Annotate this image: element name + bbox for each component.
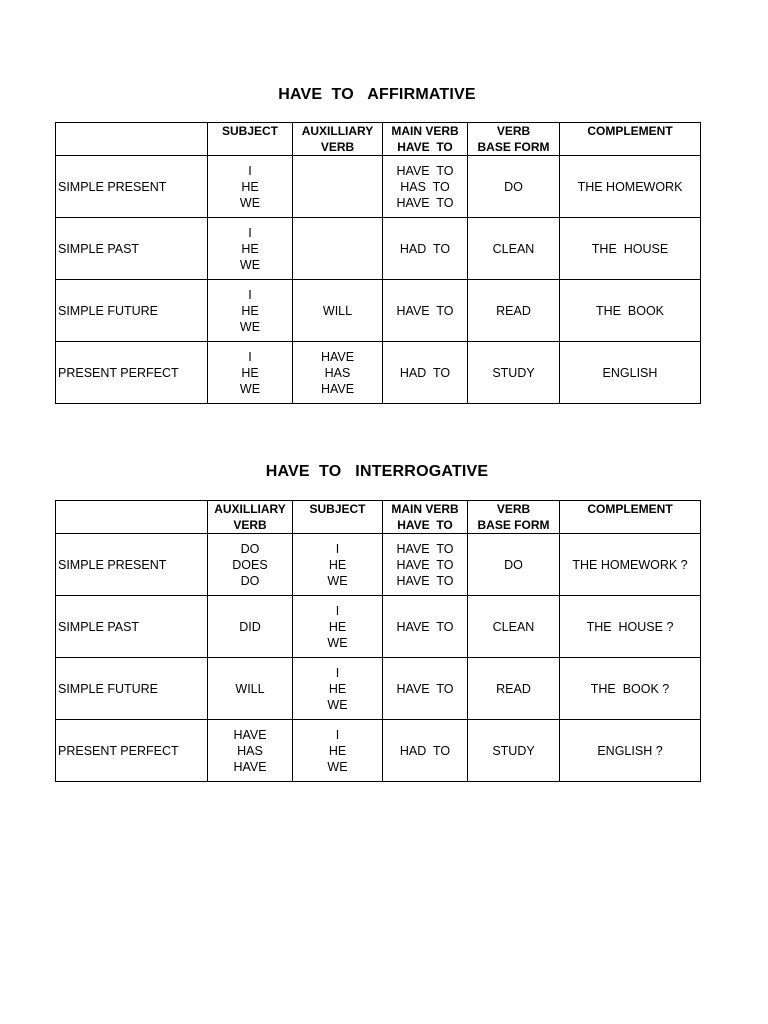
table-cell bbox=[293, 534, 383, 596]
table-cell bbox=[293, 596, 383, 658]
cell-text: I bbox=[248, 225, 252, 240]
affirmative-table bbox=[55, 122, 701, 404]
table-cell bbox=[468, 596, 560, 658]
table-cell bbox=[560, 658, 701, 720]
cell-text: WILL bbox=[322, 303, 353, 318]
cell-text: SIMPLE FUTURE bbox=[58, 303, 159, 318]
table-cell bbox=[208, 156, 293, 218]
table-cell bbox=[293, 156, 383, 218]
cell-text: SIMPLE PRESENT bbox=[58, 557, 167, 572]
table-row bbox=[56, 218, 701, 280]
cell-text: HAVE bbox=[233, 759, 267, 774]
cell-text: HE bbox=[328, 743, 347, 758]
cell-text: I bbox=[248, 163, 252, 178]
table-cell bbox=[383, 156, 468, 218]
cell-text: READ bbox=[496, 303, 531, 318]
tense-cell bbox=[56, 720, 208, 782]
table-cell bbox=[383, 342, 468, 404]
column-header bbox=[56, 501, 208, 534]
cell-text: WE bbox=[327, 759, 348, 774]
cell-text: WE bbox=[239, 257, 261, 272]
table-cell bbox=[560, 280, 701, 342]
table-cell bbox=[560, 156, 701, 218]
cell-text: THE HOUSE ? bbox=[586, 619, 674, 634]
cell-text: HAVE TO bbox=[396, 619, 454, 634]
table-cell bbox=[468, 280, 560, 342]
cell-text: THE HOMEWORK ? bbox=[572, 557, 688, 572]
cell-text: HAD TO bbox=[399, 241, 451, 256]
cell-text: DO bbox=[240, 573, 260, 588]
tense-cell bbox=[56, 342, 208, 404]
cell-text: THE HOUSE bbox=[591, 241, 669, 256]
table-row bbox=[56, 534, 701, 596]
cell-text: HAVE TO bbox=[396, 557, 454, 572]
cell-text: HAVE TO bbox=[396, 163, 454, 178]
cell-text: SIMPLE FUTURE bbox=[58, 681, 159, 696]
column-header bbox=[468, 501, 560, 534]
header-text: AUXILLIARY bbox=[214, 502, 286, 516]
table-cell bbox=[383, 596, 468, 658]
column-header bbox=[208, 123, 293, 156]
cell-text: I bbox=[335, 727, 340, 742]
table-row bbox=[56, 596, 701, 658]
table-cell bbox=[383, 658, 468, 720]
table-cell bbox=[468, 720, 560, 782]
table-cell bbox=[383, 280, 468, 342]
cell-text: HAS TO bbox=[400, 179, 450, 194]
cell-text: STUDY bbox=[492, 743, 535, 758]
cell-text: I bbox=[248, 349, 252, 364]
header-text: HAVE TO bbox=[397, 140, 453, 154]
table-row bbox=[56, 156, 701, 218]
table-cell bbox=[293, 280, 383, 342]
table-row bbox=[56, 658, 701, 720]
table-cell bbox=[208, 596, 293, 658]
header-text: MAIN VERB bbox=[391, 502, 459, 516]
cell-text: HAD TO bbox=[399, 365, 451, 380]
table-cell bbox=[208, 280, 293, 342]
tense-cell bbox=[56, 534, 208, 596]
cell-text: HAS bbox=[324, 365, 351, 380]
tense-cell bbox=[56, 596, 208, 658]
cell-text: HAVE TO bbox=[396, 681, 454, 696]
cell-text: DO bbox=[504, 557, 523, 572]
cell-text: HAVE TO bbox=[396, 541, 454, 556]
tense-cell bbox=[56, 658, 208, 720]
cell-text: WE bbox=[239, 319, 261, 334]
cell-text: PRESENT PERFECT bbox=[58, 743, 179, 758]
cell-text: HAS bbox=[237, 743, 263, 758]
table-cell bbox=[208, 720, 293, 782]
header-text: VERB bbox=[233, 518, 267, 532]
header-text: COMPLEMENT bbox=[587, 502, 673, 516]
cell-text: READ bbox=[496, 681, 531, 696]
interrogative-title: HAVE TO INTERROGATIVE bbox=[265, 463, 489, 480]
cell-text: HAD TO bbox=[399, 743, 451, 758]
cell-text: ENGLISH ? bbox=[597, 743, 663, 758]
cell-text: ENGLISH bbox=[602, 365, 658, 380]
header-text: SUBJECT bbox=[309, 502, 366, 516]
header-row bbox=[56, 123, 701, 156]
column-header bbox=[383, 123, 468, 156]
interrogative-table bbox=[55, 500, 701, 782]
column-header bbox=[560, 123, 701, 156]
cell-text: CLEAN bbox=[492, 241, 535, 256]
cell-text: THE BOOK ? bbox=[590, 681, 670, 696]
cell-text: THE BOOK bbox=[595, 303, 665, 318]
table-cell bbox=[560, 218, 701, 280]
column-header bbox=[293, 123, 383, 156]
table-cell bbox=[208, 534, 293, 596]
table-cell bbox=[468, 156, 560, 218]
cell-text: WE bbox=[239, 381, 261, 396]
cell-text: HAVE bbox=[233, 727, 267, 742]
column-header bbox=[293, 501, 383, 534]
header-text: AUXILLIARY bbox=[301, 124, 374, 138]
table-cell bbox=[560, 720, 701, 782]
cell-text: SIMPLE PAST bbox=[58, 241, 140, 256]
table-cell bbox=[293, 658, 383, 720]
table-cell bbox=[383, 534, 468, 596]
table-cell bbox=[383, 720, 468, 782]
header-text: MAIN VERB bbox=[391, 124, 459, 138]
cell-text: HE bbox=[328, 681, 347, 696]
cell-text: HE bbox=[241, 365, 259, 380]
header-row bbox=[56, 501, 701, 534]
table-cell bbox=[560, 534, 701, 596]
cell-text: HAVE TO bbox=[396, 573, 454, 588]
table-cell bbox=[560, 596, 701, 658]
cell-text: WE bbox=[327, 697, 348, 712]
table-cell bbox=[468, 342, 560, 404]
cell-text: WE bbox=[239, 195, 261, 210]
affirmative-title: HAVE TO AFFIRMATIVE bbox=[278, 86, 476, 103]
table-cell bbox=[208, 658, 293, 720]
cell-text: HE bbox=[241, 241, 259, 256]
cell-text: HE bbox=[241, 179, 259, 194]
column-header bbox=[383, 501, 468, 534]
cell-text: SIMPLE PRESENT bbox=[58, 179, 167, 194]
table-cell bbox=[208, 342, 293, 404]
tense-cell bbox=[56, 218, 208, 280]
cell-text: HAVE bbox=[320, 381, 355, 396]
table-row bbox=[56, 342, 701, 404]
tense-cell bbox=[56, 156, 208, 218]
cell-text: I bbox=[335, 603, 340, 618]
cell-text: HE bbox=[328, 619, 347, 634]
table-row bbox=[56, 280, 701, 342]
column-header bbox=[560, 501, 701, 534]
table-row bbox=[56, 720, 701, 782]
cell-text: HAVE TO bbox=[396, 195, 454, 210]
table-cell bbox=[468, 658, 560, 720]
cell-text: SIMPLE PAST bbox=[58, 619, 140, 634]
table-cell bbox=[293, 342, 383, 404]
cell-text: DO bbox=[240, 541, 260, 556]
header-text: HAVE TO bbox=[397, 518, 453, 532]
cell-text: WE bbox=[327, 573, 348, 588]
cell-text: STUDY bbox=[492, 365, 535, 380]
column-header bbox=[208, 501, 293, 534]
header-text: SUBJECT bbox=[221, 124, 278, 138]
cell-text: CLEAN bbox=[492, 619, 535, 634]
cell-text: HAVE bbox=[320, 349, 355, 364]
header-text: VERB bbox=[496, 124, 531, 138]
cell-text: WE bbox=[327, 635, 348, 650]
cell-text: THE HOMEWORK bbox=[577, 179, 683, 194]
table-cell bbox=[468, 534, 560, 596]
column-header bbox=[468, 123, 560, 156]
table-cell bbox=[560, 342, 701, 404]
cell-text: DO bbox=[504, 179, 523, 194]
cell-text: WILL bbox=[235, 681, 265, 696]
cell-text: DOES bbox=[232, 557, 268, 572]
table-cell bbox=[293, 218, 383, 280]
cell-text: I bbox=[248, 287, 252, 302]
tense-cell bbox=[56, 280, 208, 342]
cell-text: HE bbox=[328, 557, 347, 572]
header-text: VERB bbox=[320, 140, 355, 154]
column-header bbox=[56, 123, 208, 156]
cell-text: PRESENT PERFECT bbox=[58, 365, 179, 380]
table-cell bbox=[208, 218, 293, 280]
cell-text: I bbox=[335, 665, 340, 680]
header-text: BASE FORM bbox=[477, 518, 550, 532]
table-cell bbox=[383, 218, 468, 280]
table-cell bbox=[293, 720, 383, 782]
cell-text: HAVE TO bbox=[396, 303, 454, 318]
table-cell bbox=[468, 218, 560, 280]
cell-text: DID bbox=[239, 619, 261, 634]
cell-text: HE bbox=[241, 303, 259, 318]
header-text: BASE FORM bbox=[477, 140, 550, 154]
header-text: VERB bbox=[496, 502, 531, 516]
cell-text: I bbox=[335, 541, 340, 556]
header-text: COMPLEMENT bbox=[587, 124, 673, 138]
